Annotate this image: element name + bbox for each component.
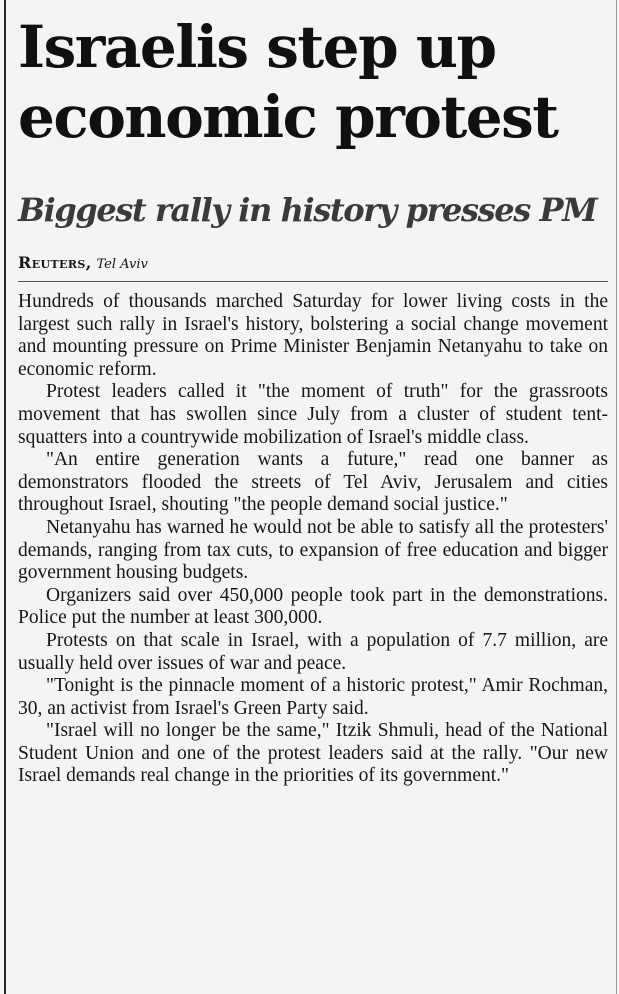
subheadline: Biggest rally in history presses PM (18, 191, 597, 229)
paragraph-6: Protests on that scale in Israel, with a population of 7.7 million, are usually held over issues of war and peace. (18, 629, 608, 674)
article-body (18, 291, 608, 788)
right-page-edge (616, 0, 617, 994)
byline-location: Tel Aviv (96, 257, 148, 272)
paragraph-3: "An entire generation wants a future," read one banner as demonstrators flooded the streets of Tel Aviv, Jerusalem and cities throughout Israel, shouting "the people demand social justice." (18, 449, 608, 516)
byline-agency: Reuters, (18, 253, 92, 272)
byline (18, 252, 608, 276)
paragraph-7: "Tonight is the pinnacle moment of a historic protest," Amir Rochman, 30, an activist from Israel's Green Party said. (18, 675, 608, 719)
paragraph-5: Organizers said over 450,000 people took part in the demonstrations. Police put the number at least 300,000. (18, 584, 608, 629)
left-column-rule (4, 0, 6, 994)
headline: Israelis step up economic protest (18, 13, 558, 151)
paragraph-2: Protest leaders called it "the moment of truth" for the grassroots movement that has swollen since July from a cluster of student tent-squatters into a countrywide mobilization of Israel's middle class. (18, 381, 608, 448)
paragraph-4: Netanyahu has warned he would not be able to satisfy all the protesters' demands, ranging from tax cuts, to expansion of free education and bigger government housing budgets. (18, 516, 608, 584)
paragraph-8: "Israel will no longer be the same," Itzik Shmuli, head of the National Student Union and one of the protest leaders said at the rally. "Our new Israel demands real change in the priorities of its government." (18, 720, 608, 787)
byline-divider (18, 281, 608, 282)
paragraph-1: Hundreds of thousands marched Saturday for lower living costs in the largest such rally in Israel's history, bolstering a social change movement and mounting pressure on Prime Minister Benjamin Netanyahu to take on economic reform. (18, 291, 608, 380)
